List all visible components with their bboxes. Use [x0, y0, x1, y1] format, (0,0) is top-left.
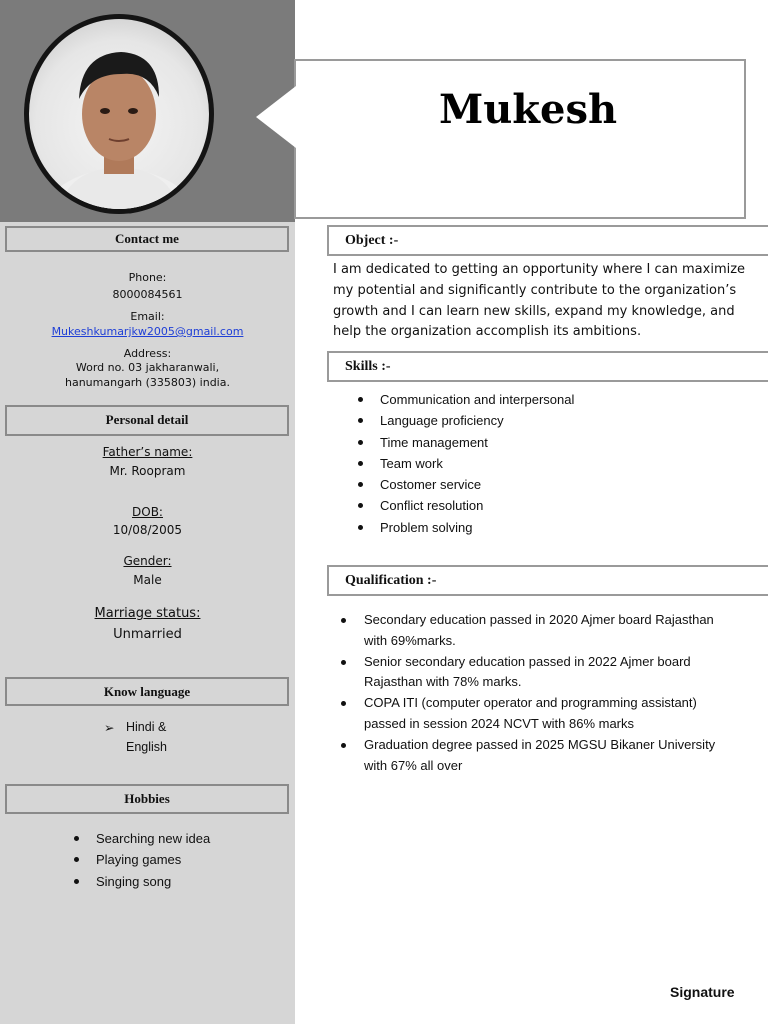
candidate-name: Mukesh [438, 86, 618, 133]
contact-heading: Contact me [5, 226, 289, 252]
qualification-heading: Qualification :- [327, 565, 768, 596]
banner-pointer [256, 86, 296, 148]
skills-list [380, 389, 574, 538]
list-item: Secondary education passed in 2020 Ajmer board Rajasthan with 69%marks. [364, 610, 759, 652]
language-heading: Know language [5, 677, 289, 706]
list-item: Graduation degree passed in 2025 MGSU Bikaner University with 67% all over [364, 735, 759, 777]
bullet-icon [341, 701, 346, 706]
hobbies-list [96, 828, 210, 892]
gender-label: Gender: [123, 554, 172, 568]
gender-value: Male [133, 573, 162, 587]
signature-label: Signature [670, 984, 735, 1000]
skills-heading: Skills :- [327, 351, 768, 382]
dob-label: DOB: [132, 505, 163, 519]
address-line-2: hanumangarh (335803) india. [65, 376, 230, 389]
father-value: Mr. Roopram [109, 464, 186, 478]
profile-photo [24, 14, 214, 214]
bullet-icon [358, 397, 363, 402]
list-item: Senior secondary education passed in 2022 Ajmer board Rajasthan with 78% marks. [364, 652, 759, 694]
bullet-icon [341, 743, 346, 748]
bullet-icon [341, 660, 346, 665]
list-item: Searching new idea [96, 828, 210, 849]
object-heading: Object :- [327, 225, 768, 256]
list-item: Conflict resolution [380, 495, 574, 516]
bullet-icon [358, 440, 363, 445]
avatar [29, 19, 209, 209]
list-item: Time management [380, 432, 574, 453]
marriage-label: Marriage status: [94, 606, 201, 621]
phone-value: 8000084561 [112, 288, 183, 301]
list-item: COPA ITI (computer operator and programming assistant) passed in session 2024 NCVT with 86% marks [364, 693, 759, 735]
father-label: Father’s name: [102, 445, 193, 459]
list-item: Playing games [96, 849, 210, 870]
qualification-list [364, 610, 759, 776]
list-item: Problem solving [380, 517, 574, 538]
bullet-icon [74, 836, 79, 841]
address-label: Address: [123, 347, 172, 360]
dob-value: 10/08/2005 [112, 523, 183, 537]
hobbies-heading: Hobbies [5, 784, 289, 814]
bullet-icon [358, 482, 363, 487]
name-banner [294, 59, 746, 219]
objective-text: I am dedicated to getting an opportunity where I can maximize my potential and significantly contribute to the organization’s growth and I can learn new skills, expand my knowledge, and help the organization accomplish its ambitions. [333, 262, 746, 340]
email-label: Email: [130, 310, 165, 323]
list-item: Communication and interpersonal [380, 389, 574, 410]
phone-label: Phone: [128, 271, 167, 284]
bullet-icon [341, 618, 346, 623]
list-item: Language proficiency [380, 410, 574, 431]
bullet-icon [358, 503, 363, 508]
address-line-1: Word no. 03 jakharanwali, [75, 361, 220, 374]
personal-heading: Personal detail [5, 405, 289, 436]
marriage-value: Unmarried [113, 627, 182, 642]
portrait-illustration [29, 19, 209, 209]
bullet-icon [358, 525, 363, 530]
list-item: Singing song [96, 871, 210, 892]
language-line-2: English [126, 740, 167, 754]
email-link[interactable]: Mukeshkumarjkw2005@gmail.com [51, 325, 244, 338]
bullet-icon [74, 879, 79, 884]
arrow-bullet-icon: ➢ [104, 721, 115, 735]
list-item: Team work [380, 453, 574, 474]
list-item: Costomer service [380, 474, 574, 495]
bullet-icon [358, 418, 363, 423]
bullet-icon [358, 461, 363, 466]
language-line-1: Hindi & [126, 720, 167, 734]
